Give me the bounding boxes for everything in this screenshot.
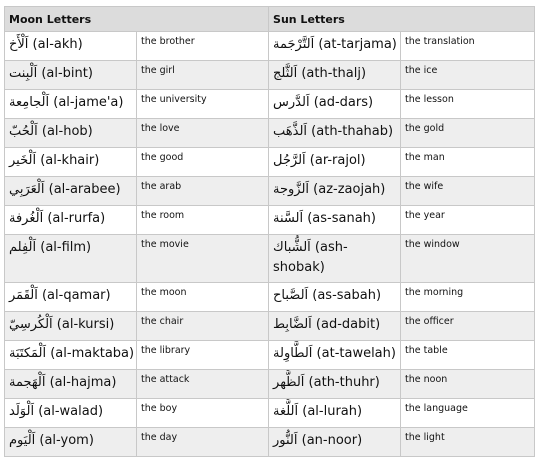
sun-meaning: the wife [401,177,535,206]
table-row [5,312,535,341]
sun-word: اَللُّغة (al-lurah) [269,399,401,428]
sun-word: اَلدَّرس (ad-dars) [269,90,401,119]
moon-meaning: the library [137,341,269,370]
sun-meaning: the noon [401,370,535,399]
table-row [5,32,535,61]
sun-word: اَلرَّجُل (ar-rajol) [269,148,401,177]
table-row [5,428,535,457]
moon-meaning: the good [137,148,269,177]
table-row [5,148,535,177]
sun-word: اَلشُّباك (ash-shobak) [269,235,401,283]
table-row [5,177,535,206]
table-row [5,235,535,283]
sun-letters-header: Sun Letters [269,7,535,32]
sun-meaning: the man [401,148,535,177]
sun-meaning: the window [401,235,535,283]
sun-word: اَلصَّباح (as-sabah) [269,283,401,312]
moon-word: اَلْعَرَبِي (al-arabee) [5,177,137,206]
table-header-row [5,7,535,32]
sun-word: اَلضَّابِط (ad-dabit) [269,312,401,341]
moon-meaning: the day [137,428,269,457]
moon-word: اَلْغُرفة (al-rurfa) [5,206,137,235]
moon-letters-header: Moon Letters [5,7,269,32]
sun-meaning: the ice [401,61,535,90]
sun-meaning: the translation [401,32,535,61]
table-row [5,341,535,370]
letters-table-wrapper [4,6,534,457]
sun-word: اَلطَّاوِلة (at-tawelah) [269,341,401,370]
sun-meaning: the gold [401,119,535,148]
moon-meaning: the chair [137,312,269,341]
moon-word: اَلْحُبّ (al-hob) [5,119,137,148]
moon-word: اَلْفِلم (al-film) [5,235,137,283]
sun-word: اَلظُّهر (ath-thuhr) [269,370,401,399]
table-row [5,61,535,90]
moon-word: اَلْأَخ (al-akh) [5,32,137,61]
moon-word: اَلْجامِعة (al-jame'a) [5,90,137,119]
sun-word: اَلثَّلج (ath-thalj) [269,61,401,90]
sun-word: اَلسَّنة (as-sanah) [269,206,401,235]
sun-meaning: the table [401,341,535,370]
moon-meaning: the room [137,206,269,235]
moon-meaning: the movie [137,235,269,283]
moon-meaning: the boy [137,399,269,428]
sun-meaning: the lesson [401,90,535,119]
moon-meaning: the attack [137,370,269,399]
sun-meaning: the light [401,428,535,457]
moon-word: اَلْهَجمة (al-hajma) [5,370,137,399]
moon-meaning: the university [137,90,269,119]
moon-meaning: the arab [137,177,269,206]
sun-word: اَلزَّوجة (az-zaojah) [269,177,401,206]
moon-word: اَلْكُرسِيّ (al-kursi) [5,312,137,341]
moon-meaning: the moon [137,283,269,312]
table-row [5,399,535,428]
table-row [5,370,535,399]
moon-word: اَلْقَمَر (al-qamar) [5,283,137,312]
table-row [5,90,535,119]
moon-sun-letters-table [4,6,535,457]
moon-word: اَلْوَلَد (al-walad) [5,399,137,428]
sun-word: اَلتَّرْجَمة (at-tarjama) [269,32,401,61]
sun-meaning: the officer [401,312,535,341]
sun-meaning: the morning [401,283,535,312]
moon-word: اَلْمَكتَبَة (al-maktaba) [5,341,137,370]
moon-meaning: the love [137,119,269,148]
sun-meaning: the year [401,206,535,235]
sun-word: اَلذَّهَب (ath-thahab) [269,119,401,148]
moon-word: اَلْيَوم (al-yom) [5,428,137,457]
sun-meaning: the language [401,399,535,428]
table-row [5,206,535,235]
moon-word: اَلْخَير (al-khair) [5,148,137,177]
moon-word: اَلْبِنت (al-bint) [5,61,137,90]
moon-meaning: the girl [137,61,269,90]
moon-meaning: the brother [137,32,269,61]
sun-word: اَلنُّور (an-noor) [269,428,401,457]
table-row [5,283,535,312]
table-row [5,119,535,148]
